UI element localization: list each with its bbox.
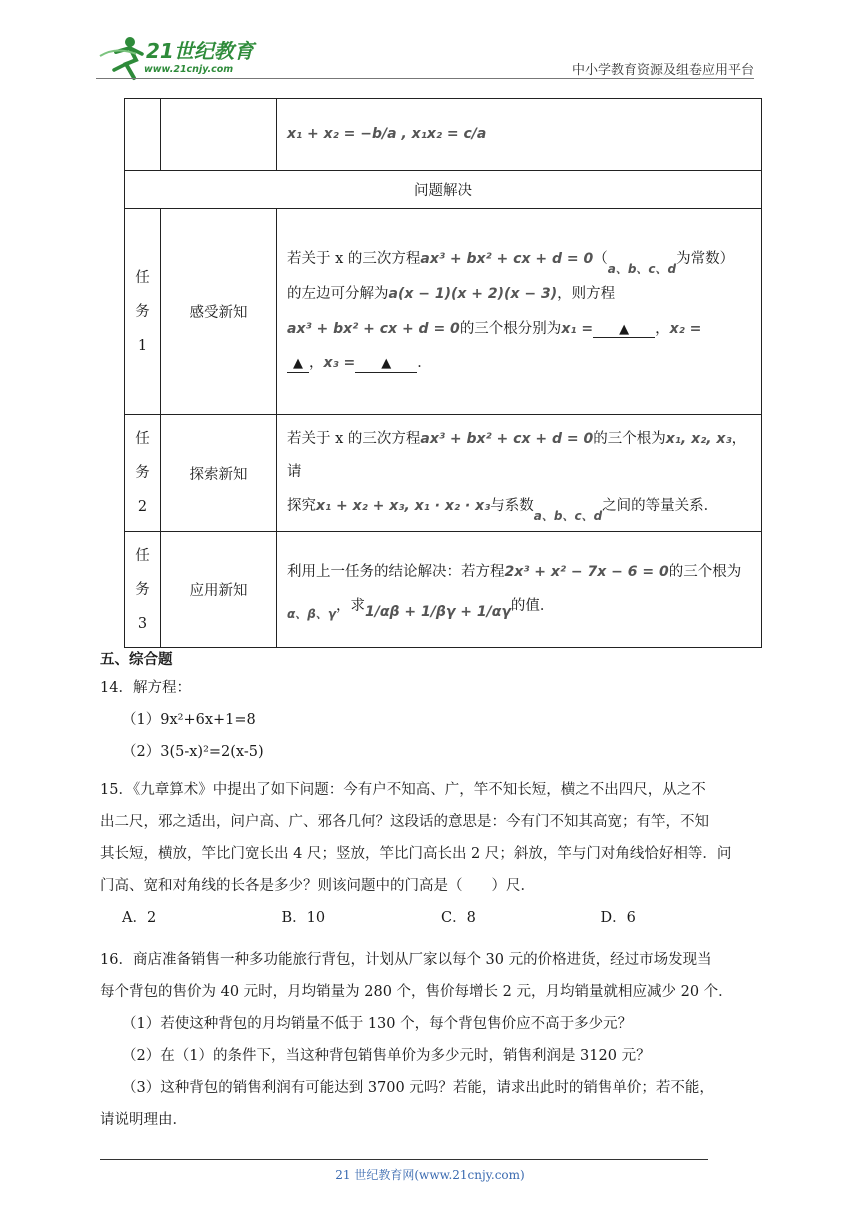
task-row-3 xyxy=(125,532,762,648)
task-name: 感受新知 xyxy=(161,209,277,415)
text: ， xyxy=(309,355,324,372)
footer-divider xyxy=(100,1159,708,1160)
cubic-equation: 2x³ + x² − 7x − 6 = 0 xyxy=(504,564,669,581)
task-number-char: 任 xyxy=(135,547,150,564)
option-b[interactable]: B．10 xyxy=(281,910,326,926)
cubic-equation: ax³ + bx² + cx + d = 0 xyxy=(420,430,594,447)
question-text: 出二尺，邪之适出，问户高、广、邪各几何？这段话的意思是：今有门不知其高宽；有竿，不知 xyxy=(100,814,709,830)
task-content xyxy=(277,415,762,532)
section-title: 五、综合题 xyxy=(100,652,173,668)
logo-url: www.21cnjy.com xyxy=(144,64,234,75)
header-divider xyxy=(96,78,754,79)
cubic-equation: ax³ + bx² + cx + d = 0 xyxy=(287,320,460,337)
table-cell xyxy=(161,99,277,171)
option-c[interactable]: C．8 xyxy=(441,910,476,926)
text: ， xyxy=(655,320,670,337)
text: 与系数 xyxy=(490,497,534,514)
text: 的三个根分别为 xyxy=(459,320,562,337)
task-row-1 xyxy=(125,209,762,415)
task-number-char: 务 xyxy=(135,303,150,320)
task-content xyxy=(277,209,762,415)
task-table xyxy=(124,98,762,648)
coefficients: a、b、c、d xyxy=(533,508,603,523)
sub-question: （2）3(5-x)²=2(x-5) xyxy=(122,744,264,760)
site-logo xyxy=(96,34,266,84)
task-number-char: 务 xyxy=(135,465,150,481)
logo-text: 21世纪教育 xyxy=(146,39,254,63)
task-number-char: 3 xyxy=(137,615,148,632)
text: 为常数） xyxy=(676,250,735,267)
root-x3-label: x₃ = xyxy=(323,355,356,372)
platform-title: 中小学教育资源及组卷应用平台 xyxy=(571,63,754,78)
coefficients: a、b、c、d xyxy=(607,261,677,276)
task-number-char: 1 xyxy=(137,337,148,354)
text: 的三个根为 xyxy=(668,564,742,581)
task-name: 应用新知 xyxy=(161,532,277,648)
question-text: 门高、宽和对角线的长各是多少？则该问题中的门高是（ ）尺． xyxy=(100,878,535,894)
question-15 xyxy=(100,774,760,934)
sub-question-continuation: 请说明理由． xyxy=(100,1112,187,1128)
text: 探究 xyxy=(287,497,316,514)
text: ． xyxy=(417,355,432,372)
factored-form: a(x − 1)(x + 2)(x − 3) xyxy=(388,285,558,302)
runner-icon xyxy=(100,37,142,78)
text: 若关于 x 的三次方程 xyxy=(287,250,421,267)
table-cell xyxy=(125,99,161,171)
text: ，求 xyxy=(336,597,366,614)
answer-blank[interactable]: ▲ xyxy=(593,323,655,338)
answer-blank[interactable]: ▲ xyxy=(355,357,417,372)
text: 的值． xyxy=(510,597,555,614)
text: ，则方程 xyxy=(557,285,616,302)
answer-blank[interactable]: ▲ xyxy=(287,357,309,372)
reciprocal-sum: 1/αβ + 1/βγ + 1/αγ xyxy=(365,603,511,620)
vieta-formula-cell xyxy=(277,99,762,171)
answer-options xyxy=(100,902,760,934)
text: 利用上一任务的结论解决：若方程 xyxy=(287,564,505,581)
text: 的三个根为 xyxy=(593,430,666,447)
task-number-char: 任 xyxy=(135,431,150,447)
root-expressions: x₁ + x₂ + x₃, x₁ · x₂ · x₃ xyxy=(316,497,491,514)
page-header xyxy=(0,0,860,90)
question-text: 其长短，横放，竿比门宽长出 4 尺；竖放，竿比门高长出 2 尺；斜放，竿与门对角线恰好相等．问 xyxy=(100,846,732,862)
table-row xyxy=(125,99,762,171)
table-row xyxy=(125,171,762,209)
question-16 xyxy=(100,944,760,1136)
text: ，请 xyxy=(287,430,747,481)
question-text: 16．商店准备销售一种多功能旅行背包，计划从厂家以每个 30 元的价格进货，经过市场发现当 xyxy=(100,952,712,968)
task-number xyxy=(125,415,161,532)
text: （ xyxy=(593,250,608,267)
sub-question: （1）9x²+6x+1=8 xyxy=(122,712,256,728)
question-text: 每个背包的售价为 40 元时，月均销量为 280 个，售价每增长 2 元，月均销量就相应减少 20 个． xyxy=(100,984,733,1000)
question-stem: 14．解方程： xyxy=(100,680,191,696)
task-number-char: 2 xyxy=(137,499,148,515)
task-number-char: 务 xyxy=(135,581,150,598)
root-variables: α、β、γ xyxy=(287,606,337,621)
task-name: 探索新知 xyxy=(161,415,277,532)
task-number xyxy=(125,209,161,415)
cubic-equation: ax³ + bx² + cx + d = 0 xyxy=(420,250,594,267)
task-content xyxy=(277,532,762,648)
sub-question: （3）这种背包的销售利润有可能达到 3700 元吗？若能，请求出此时的销售单价；若不能， xyxy=(122,1080,714,1096)
text: 之间的等量关系． xyxy=(602,497,719,514)
footer-text[interactable]: 21 世纪教育网(www.21cnjy.com) xyxy=(335,1168,525,1182)
text: 的左边可分解为 xyxy=(287,285,389,302)
root-x2-label: x₂ = xyxy=(669,320,702,337)
sub-question: （1）若使这种背包的月均销量不低于 130 个，每个背包售价应不高于多少元？ xyxy=(122,1016,633,1032)
task-number-char: 任 xyxy=(135,269,150,286)
vieta-formula: x₁ + x₂ = −b/a , x₁x₂ = c/a xyxy=(287,125,487,142)
option-d[interactable]: D．6 xyxy=(600,910,636,926)
task-number xyxy=(125,532,161,648)
question-14 xyxy=(100,672,760,768)
text: 若关于 x 的三次方程 xyxy=(287,430,421,447)
question-text: 15．《九章算术》中提出了如下问题：今有户不知高、广，竿不知长短，横之不出四尺，从之不 xyxy=(100,782,706,798)
sub-question: （2）在（1）的条件下，当这种背包销售单价为多少元时，销售利润是 3120 元？ xyxy=(122,1048,651,1064)
roots: x₁, x₂, x₃ xyxy=(665,430,732,447)
section-label: 问题解决 xyxy=(125,171,762,209)
task-row-2 xyxy=(125,415,762,532)
option-a[interactable]: A．2 xyxy=(122,910,157,926)
root-x1-label: x₁ = xyxy=(561,320,594,337)
